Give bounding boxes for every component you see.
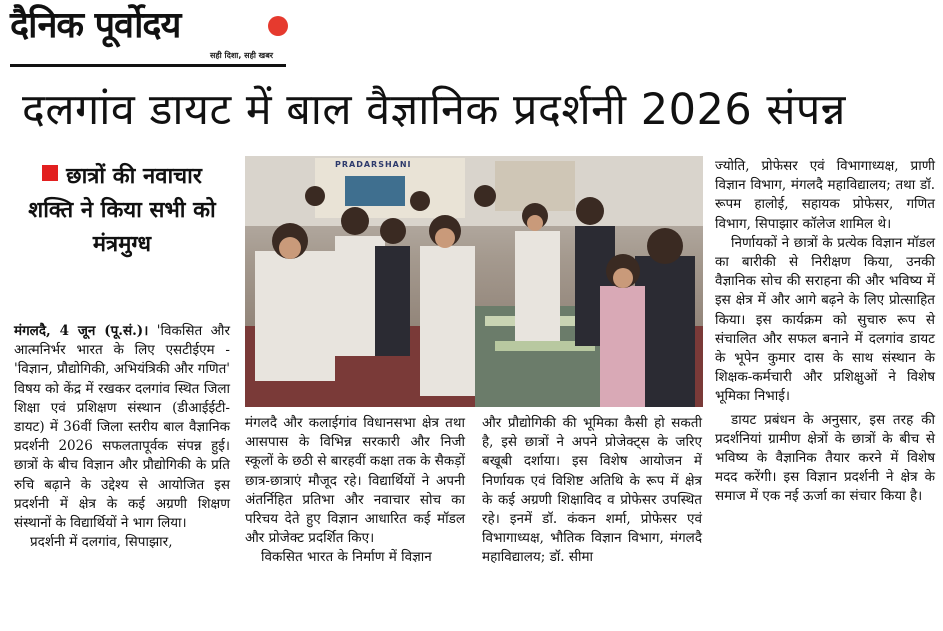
column-4-paragraph-3: डायट प्रबंधन के अनुसार, इस तरह की प्रदर्शनियां ग्रामीण क्षेत्रों के छात्रों के बीच से भविष्य के वैज्ञानिक तैयार करने में विशेष मदद करेंगी। इस विज्ञान प्रदर्शनी ने क्षेत्र के समाज में एक नई ऊर्जा का संचार किया है। <box>715 411 935 505</box>
article-column-3 <box>482 414 702 568</box>
masthead <box>10 6 290 72</box>
column-4-paragraph-1: ज्योति, प्रोफेसर एवं विभागाध्यक्ष, प्राणी विज्ञान विभाग, मंगलदै महाविद्यालय; तथा डॉ. रूपम हालोई, सहायक प्रोफेसर, गणित विभाग, सिपाझार कॉलेज शामिल थे। <box>715 158 935 232</box>
column-3-paragraph-1: और प्रौद्योगिकी की भूमिका कैसी हो सकती है, इसे छात्रों ने अपने प्रोजेक्ट्स के जरिए बखूबी दर्शाया। इस विशेष आयोजन में निर्णायक एवं विशिष्ट अतिथि के रूप में क्षेत्र के कई अग्रणी शिक्षाविद व प्रोफेसर उपस्थित रहे। इनमें डॉ. कंकन शर्मा, प्रोफेसर एवं विभागाध्यक्ष, भौतिक विज्ञान विभाग, मंगलदै महाविद्यालय; डॉ. सीमा <box>482 415 702 566</box>
article-headline: दलगांव डायट में बाल वैज्ञानिक प्रदर्शनी 2026 संपन्न <box>22 85 846 135</box>
column-1-paragraph-1 <box>14 322 230 533</box>
article-column-1 <box>14 322 230 552</box>
newspaper-tagline: सही दिशा, सही खबर <box>210 51 274 60</box>
newspaper-logo: दैनिक पूर्वोदय <box>10 5 181 46</box>
article-dateline: मंगलदै, 4 जून (पू.सं.)। <box>14 323 149 339</box>
column-1-paragraph-2: प्रदर्शनी में दलगांव, सिपाझार, <box>30 534 173 551</box>
article-photo <box>245 156 703 407</box>
subhead-text: छात्रों की नवाचार शक्ति ने किया सभी को मंत्रमुग्ध <box>28 164 216 257</box>
exhibition-crowd-photo <box>245 156 703 407</box>
article-subhead <box>18 160 226 262</box>
article-column-4 <box>715 157 935 507</box>
logo-dot-icon <box>268 16 288 36</box>
column-2-paragraph-1: मंगलदै और कलाईगांव विधानसभा क्षेत्र तथा आसपास के विभिन्न सरकारी और निजी स्कूलों के छठी से बारहवीं कक्षा तक के सैकड़ों छात्र-छात्राएं मौजूद रहे। विद्यार्थियों ने अपनी अंतर्निहित प्रतिभा और नवाचार सोच का परिचय देते हुए विज्ञान आधारित कई मॉडल और प्रोजेक्ट प्रदर्शित किए। <box>245 415 465 547</box>
photo-banner-text: PRADARSHANI <box>335 160 412 169</box>
article-column-2 <box>245 414 465 568</box>
masthead-rule <box>10 64 286 67</box>
column-4-paragraph-2: निर्णायकों ने छात्रों के प्रत्येक विज्ञान मॉडल का बारीकी से निरीक्षण किया, उनकी वैज्ञानिक सोच की सराहना की और भविष्य में इस क्षेत्र में और आगे बढ़ने के लिए प्रोत्साहित किया। इस कार्यक्रम को सुचारु रूप से संचालित और सफल बनाने में दलगांव डायट के भूपेन कुमार दास के साथ संस्थान के शिक्षक-कर्मचारी और प्रशिक्षुओं ने विशेष भूमिका निभाई। <box>715 234 935 405</box>
column-2-paragraph-2: विकसित भारत के निर्माण में विज्ञान <box>261 549 432 566</box>
red-square-bullet-icon <box>42 165 58 181</box>
column-1-paragraph-1-text: 'विकसित और आत्मनिर्भर भारत के लिए एसटीईएम - 'विज्ञान, प्रौद्योगिकी, अभियंत्रिकी और गणित' विषय को केंद्र में रखकर दलगांव स्थित जिला शिक्षा एवं प्रशिक्षण संस्थान (डीआईईटी-डायट) में 36वीं जिला स्तरीय बाल वैज्ञानिक प्रदर्शनी 2026 सफलतापूर्वक संपन्न हुई। छात्रों के बीच विज्ञान और प्रौद्योगिकी के प्रति रुचि बढ़ाने के उद्देश्य से आयोजित इस प्रदर्शनी में क्षेत्र के कई अग्रणी शिक्षण संस्थानों के विद्यार्थियों ने भाग लिया। <box>14 323 230 532</box>
